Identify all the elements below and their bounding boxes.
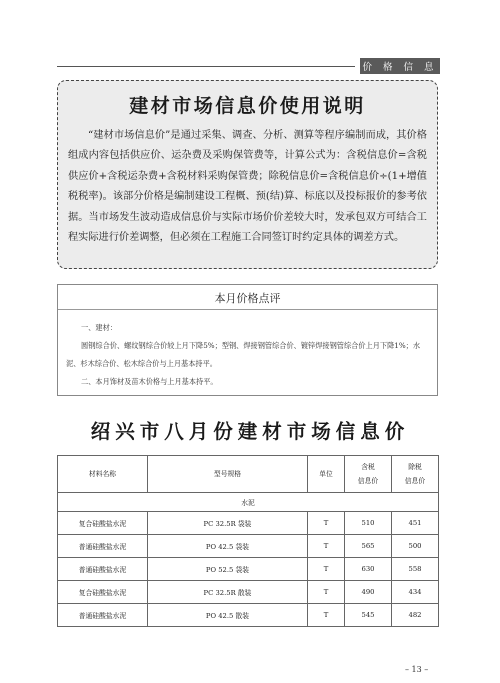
price-review-box [57,284,438,396]
cell-tax-incl: 630 [345,558,392,581]
column-header-tax-incl-line2: 信息价 [357,477,379,485]
price-table-title: 绍兴市八月份建材市场信息价 [90,420,410,443]
category-row [58,493,439,512]
cell-unit: T [308,512,345,535]
review-line: 圆钢综合价、螺纹钢综合价较上月下降5%；型钢、焊接钢管综合价、镀锌焊接钢管综合价上月下降1%；水泥、杉木综合价、松木综合价与上月基本持平。 [66,341,421,368]
notice-title: 建材市场信息价使用说明 [129,95,366,117]
notice-body: “建材市场信息价”是通过采集、调查、分析、测算等程序编制而成，其价格组成内容包括供应价、运杂费及采购保管费等，计算公式为：含税信息价=含税供应价+含税运杂费+含税材料采购保管费；除税信息价=含税信息价÷(1+增值税税率)。该部分价格是编制建设工程概、预(结)算、标底以及投标报价的参考依据。当市场发生波动造成信息价与实际市场价价差较大时，发承包双方可结合工程实际进行价差调整，但必须在工程施工合同签订时约定具体的调差方式。 [68,130,427,244]
table-row [58,581,439,604]
cell-unit: T [308,581,345,604]
cell-name: 复合硅酸盐水泥 [58,581,148,604]
cell-tax-incl: 565 [345,535,392,558]
cell-name: 普通硅酸盐水泥 [58,604,148,627]
price-review-divider [58,309,437,310]
column-header-spec: 型号规格 [148,456,308,493]
cell-tax-incl: 490 [345,581,392,604]
cell-spec: PC 32.5R 散装 [148,581,308,604]
cell-spec: PC 32.5R 袋装 [148,512,308,535]
page-number: – 13 – [405,665,429,674]
cell-tax-incl: 510 [345,512,392,535]
cell-name: 普通硅酸盐水泥 [58,535,148,558]
cell-unit: T [308,604,345,627]
table-row [58,558,439,581]
cell-tax-excl: 451 [392,512,439,535]
price-table [57,455,439,627]
cell-spec: PO 52.5 袋装 [148,558,308,581]
cell-spec: PO 42.5 散装 [148,604,308,627]
table-header-row [58,456,439,493]
cell-unit: T [308,558,345,581]
cell-name: 普通硅酸盐水泥 [58,558,148,581]
cell-tax-excl: 558 [392,558,439,581]
table-row [58,604,439,627]
notice-box [57,80,438,269]
column-header-tax-incl [345,456,392,493]
column-header-unit: 单位 [308,456,345,493]
price-review-body [66,319,429,391]
column-header-tax-excl-line1: 除税 [408,463,422,471]
header-rule [57,66,355,67]
category-label: 水泥 [58,493,439,512]
cell-tax-excl: 482 [392,604,439,627]
review-line: 一、建材： [81,323,117,332]
cell-name: 复合硅酸盐水泥 [58,512,148,535]
column-header-tax-excl-line2: 信息价 [404,477,426,485]
column-header-tax-incl-line1: 含税 [361,463,375,471]
cell-tax-incl: 545 [345,604,392,627]
review-line: 二、本月饰材及苗木价格与上月基本持平。 [81,377,218,386]
column-header-name: 材料名称 [58,456,148,493]
column-header-tax-excl [392,456,439,493]
cell-spec: PO 42.5 袋装 [148,535,308,558]
table-row [58,512,439,535]
cell-tax-excl: 434 [392,581,439,604]
price-review-title: 本月价格点评 [214,292,281,305]
section-tag: 价 格 信 息 [360,58,440,74]
cell-tax-excl: 500 [392,535,439,558]
cell-unit: T [308,535,345,558]
table-row [58,535,439,558]
